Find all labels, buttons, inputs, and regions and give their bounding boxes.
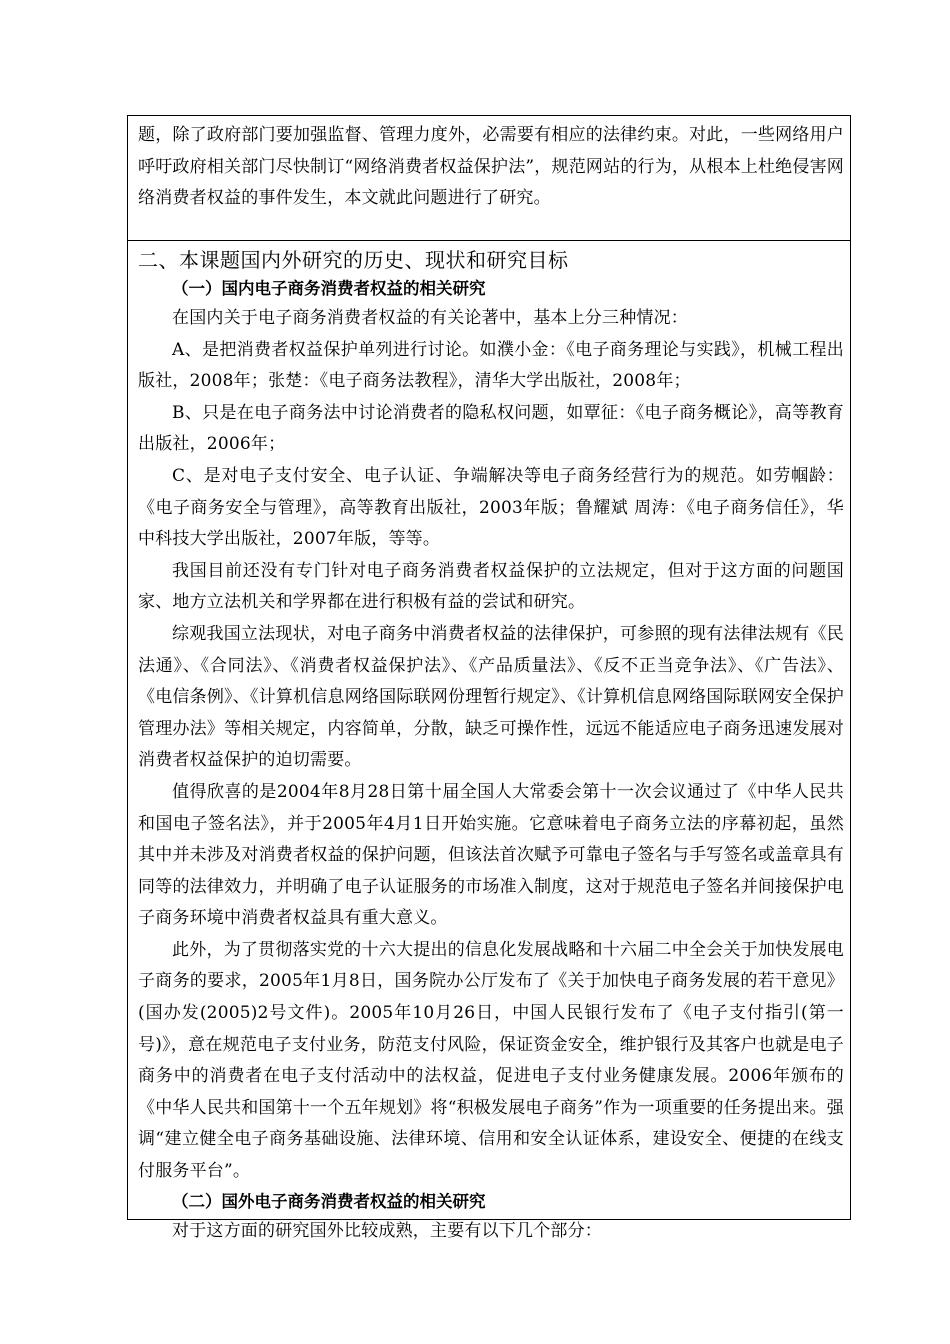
domestic-intro-paragraph: 在国内关于电子商务消费者权益的有关论著中，基本上分三种情况： (172, 308, 688, 328)
research-cell (138, 245, 844, 1247)
table-row-divider (127, 240, 851, 241)
foreign-intro-paragraph: 对于这方面的研究国外比较成熟，主要有以下几个部分： (172, 1220, 602, 1241)
e-signature-law-paragraph: 值得欣喜的是2004年8月28日第十届全国人大常委会第十一次会议通过了《中华人民共和国电子签名法》，并于2005年4月1日开始实施。它意味着电子商务立法的序幕初起，虽然其中并未涉及对消费者权益的保护问题，但该法首次赋予可靠电子签名与手写签名或盖章具有同等的法律效力，并明确了电子认证服务的市场准入制度，这对于规范电子签名并间接保护电子商务环境中消费者权益具有重大意义。 (138, 781, 844, 929)
intro-cell (138, 120, 844, 215)
policy-paragraph: 此外，为了贯彻落实党的十六大提出的信息化发展战略和十六届二中全会关于加快发展电子商务的要求，2005年1月8日，国务院办公厅发布了《关于加快电子商务发展的若干意见》(国办发(2005)2号文件)。2005年10月26日，中国人民银行发布了《电子支付指引(第一号)》，意在规范电子支付业务，防范支付风险，保证资金安全，维护银行及其客户也就是电子商务中的消费者在电子支付活动中的法权益，促进电子支付业务健康发展。2006年颁布的《中华人民共和国第十一个五年规划》将“积极发展电子商务”作为一项重要的任务提出来。强调“建立健全电子商务基础设施、法律环境、信用和安全认证体系，建设安全、便捷的在线支付服务平台”。 (138, 939, 844, 1182)
foreign-research-heading: （二）国外电子商务消费者权益的相关研究 (172, 1191, 486, 1211)
legislation-status-paragraph: 综观我国立法现状，对电子商务中消费者权益的法律保护，可参照的现有法律法规有《民法通》、《合同法》、《消费者权益保护法》、《产品质量法》、《反不正当竞争法》、《广告法》、《电信条例》、《计算机信息网络国际联网份理暂行规定》、《计算机信息网络国际联网安全保护管理办法》等相关规定，内容简单，分散，缺乏可操作性，远远不能适应电子商务迅速发展对消费者权益保护的迫切需要。 (138, 623, 844, 771)
item-b-paragraph: B、只是在电子商务法中讨论消费者的隐私权问题，如覃征：《电子商务概论》，高等教育出版社，2006年； (138, 402, 844, 455)
item-c-paragraph: C、是对电子支付安全、电子认证、争端解决等电子商务经营行为的规范。如劳帼龄：《电子商务安全与管理》，高等教育出版社，2003年版；鲁耀斌 周涛：《电子商务信任》，华中科技大学出版社，2007年版，等等。 (138, 465, 844, 550)
section-title: 二、本课题国内外研究的历史、现状和研究目标 (138, 248, 569, 272)
domestic-research-heading: （一）国内电子商务消费者权益的相关研究 (172, 279, 486, 298)
no-specific-law-paragraph: 我国目前还没有专门针对电子商务消费者权益保护的立法规定，但对于这方面的问题国家、地方立法机关和学界都在进行积极有益的尝试和研究。 (138, 560, 844, 613)
intro-paragraph: 题，除了政府部门要加强监督、管理力度外，必需要有相应的法律约束。对此，一些网络用户呼吁政府相关部门尽快制订“网络消费者权益保护法”，规范网站的行为，从根本上杜绝侵害网络消费者权益的事件发生，本文就此问题进行了研究。 (138, 125, 844, 209)
item-a-paragraph: A、是把消费者权益保护单列进行讨论。如濮小金：《电子商务理论与实践》，机械工程出版社，2008年；张楚：《电子商务法教程》，清华大学出版社，2008年； (138, 339, 844, 392)
